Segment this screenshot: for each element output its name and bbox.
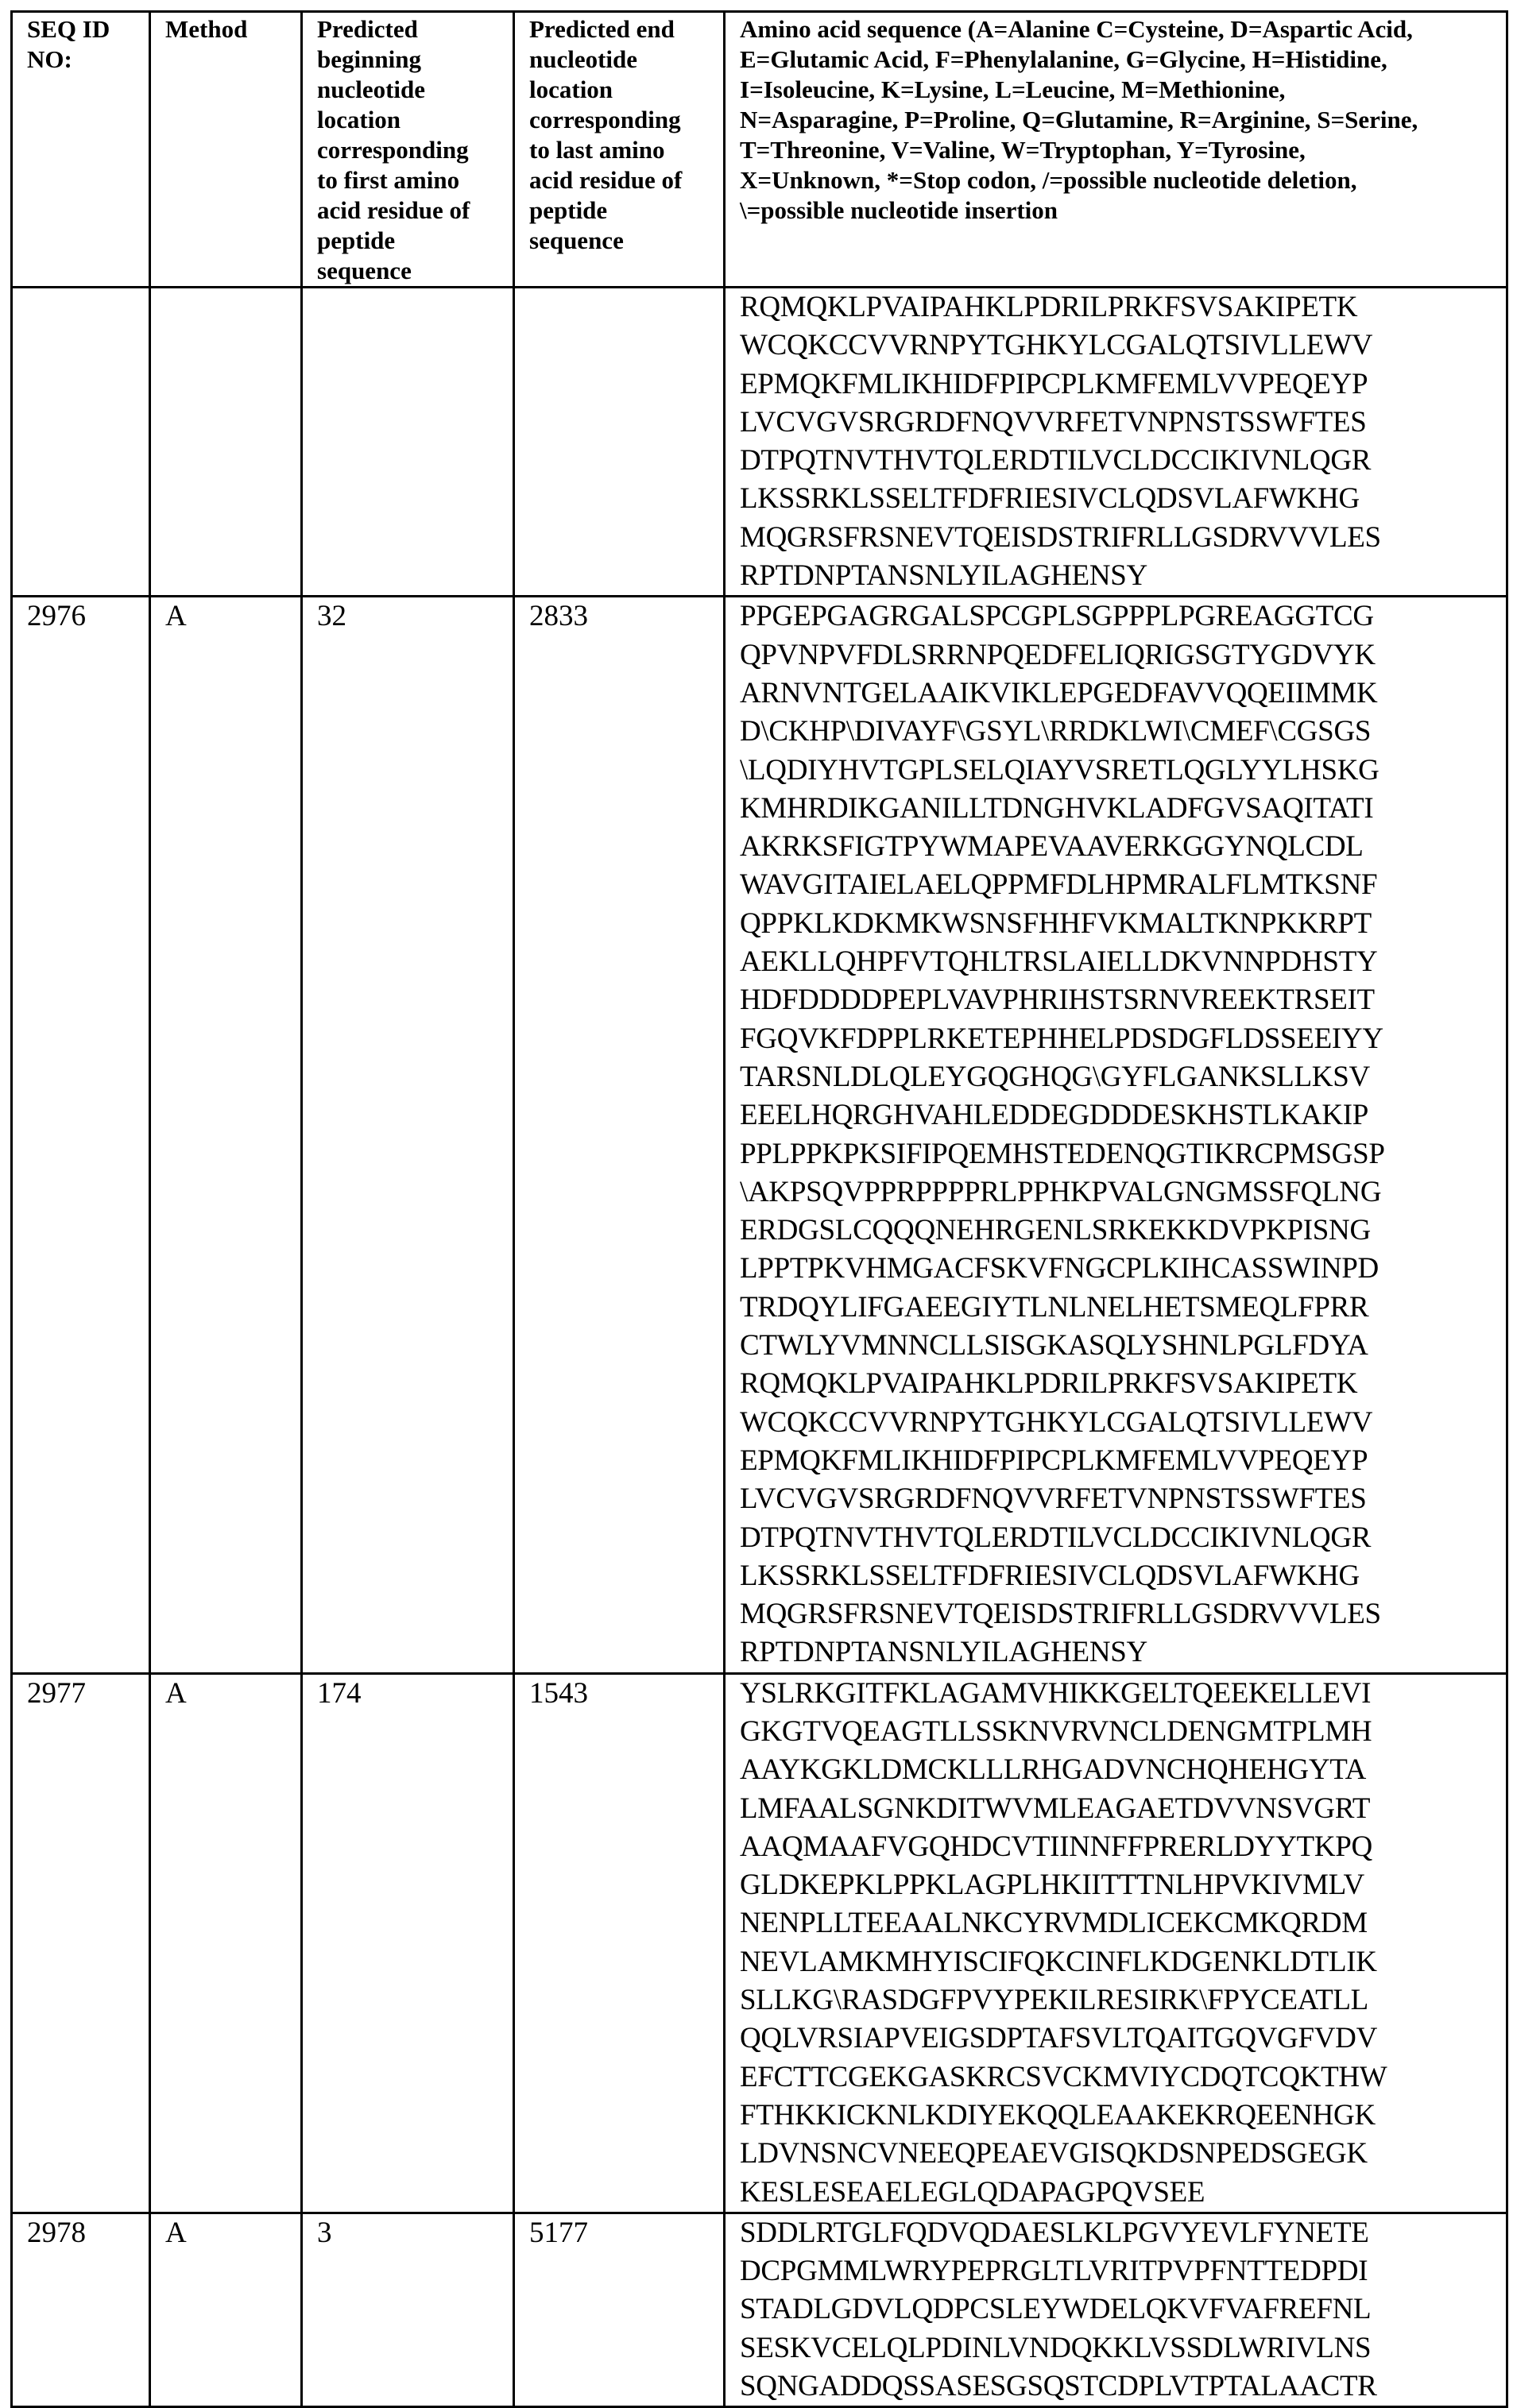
header-line: T=Threonine, V=Valine, W=Tryptophan, Y=Tyrosine, (740, 136, 1306, 164)
sequence-table (10, 10, 1508, 2408)
sequence-line: CTWLYVMNNCLLSISGKASQLYSHNLPGLFDYA (740, 1329, 1368, 1362)
sequence-line: LDVNSNCVNEEQPEAEVGISQKDSNPEDSGEGK (740, 2137, 1368, 2170)
sequence-line: MQGRSFRSNEVTQEISDSTRIFRLLGSDRVVVLES (740, 1598, 1381, 1631)
sequence-line: LVCVGVSRGRDFNQVVRFETVNPNSTSSWFTES (740, 1482, 1367, 1516)
sequence-line: QPVNPVFDLSRRNPQEDFELIQRIGSGTYGDVYK (740, 638, 1376, 671)
sequence-line: GKGTVQEAGTLLSSKNVRVNCLDENGMTPLMH (740, 1714, 1372, 1748)
sequence-line: NENPLLTEEAALNKCYRVMDLICEKCMKQRDM (740, 1907, 1368, 1940)
table-row (12, 288, 1507, 597)
sequence-line: LKSSRKLSSELTFDFRIESIVCLQDSVLAFWKHG (740, 1559, 1360, 1592)
sequence-line: QPPKLKDKMKWSNSFHHFVKMALTKNPKKRPT (740, 906, 1372, 940)
sequence-line: DTPQTNVTHVTQLERDTILVCLDCCIKIVNLQGR (740, 444, 1372, 477)
sequence-line: AAQMAAFVGQHDCVTIINNFFPRERLDYYTKPQ (740, 1830, 1372, 1863)
sequence-cell (725, 2213, 1507, 2406)
sequence-line: TARSNLDLQLEYGQGHQG\GYFLGANKSLLKSV (740, 1060, 1370, 1093)
sequence-line: DTPQTNVTHVTQLERDTILVCLDCCIKIVNLQGR (740, 1521, 1372, 1554)
sequence-line: \AKPSQVPPRPPPPRLPPHKPVALGNGMSSFQLNG (740, 1175, 1382, 1208)
sequence-line: LKSSRKLSSELTFDFRIESIVCLQDSVLAFWKHG (740, 482, 1360, 516)
sequence-line: MQGRSFRSNEVTQEISDSTRIFRLLGSDRVVVLES (740, 520, 1381, 554)
sequence-line: TRDQYLIFGAEEGIYTLNLNELHETSMEQLFPRR (740, 1290, 1369, 1324)
sequence-line: EPMQKFMLIKHIDFPIPCPLKMFEMLVVPEQEYP (740, 1444, 1368, 1477)
header-line: Amino acid sequence (A=Alanine C=Cysteine, D=Aspartic Acid, (740, 15, 1413, 43)
sequence-line: KMHRDIKGANILLTDNGHVKLADFGVSAQITATI (740, 791, 1374, 825)
header-seq-id (12, 12, 150, 288)
seq-id-cell: 2977 (12, 1673, 150, 2213)
header-line: NO: (27, 45, 72, 73)
sequence-line: WCQKCCVVRNPYTGHKYLCGALQTSIVLLEWV (740, 329, 1373, 362)
sequence-line: EFCTTCGEKGASKRCSVCKMVIYCDQTCQKTHW (740, 2060, 1387, 2093)
sequence-line: AEKLLQHPFVTQHLTRSLAIELLDKVNNPDHSTY (740, 945, 1378, 979)
sequence-line: LVCVGVSRGRDFNQVVRFETVNPNSTSSWFTES (740, 405, 1367, 439)
sequence-line: EPMQKFMLIKHIDFPIPCPLKMFEMLVVPEQEYP (740, 367, 1368, 400)
end-location-cell: 2833 (514, 597, 725, 1673)
sequence-line: AAYKGKLDMCKLLLRHGADVNCHQHEHGYTA (740, 1753, 1367, 1787)
header-amino-acid-sequence (725, 12, 1507, 288)
method-cell: A (150, 2213, 302, 2406)
sequence-line: STADLGDVLQDPCSLEYWDELQKVFVAFREFNL (740, 2293, 1372, 2326)
header-line: \=possible nucleotide insertion (740, 196, 1058, 224)
sequence-line: WCQKCCVVRNPYTGHKYLCGALQTSIVLLEWV (740, 1405, 1373, 1439)
table-row (12, 2213, 1507, 2406)
header-line: location (529, 75, 613, 103)
header-line: Method (165, 15, 248, 43)
header-line: sequence (317, 257, 412, 284)
sequence-line: SESKVCELQLPDINLVNDQKKLVSSDLWRIVLNS (740, 2331, 1372, 2364)
sequence-line: SDDLRTGLFQDVQDAESLKLPGVYEVLFYNETE (740, 2216, 1369, 2249)
header-line: location (317, 106, 401, 133)
header-line: N=Asparagine, P=Proline, Q=Glutamine, R=Arginine, S=Serine, (740, 106, 1418, 133)
header-line: Predicted end (529, 15, 675, 43)
sequence-line: WAVGITAIELAELQPPMFDLHPMRALFLMTKSNF (740, 868, 1378, 902)
begin-location-cell: 174 (302, 1673, 514, 2213)
header-line: peptide (317, 226, 396, 254)
header-line: I=Isoleucine, K=Lysine, L=Leucine, M=Methionine, (740, 75, 1286, 103)
begin-location-cell: 3 (302, 2213, 514, 2406)
method-cell: A (150, 1673, 302, 2213)
header-line: SEQ ID (27, 15, 110, 43)
sequence-line: ARNVNTGELAAIKVIKLEPGEDFAVVQQEIIMMK (740, 676, 1378, 709)
header-line: X=Unknown, *=Stop codon, /=possible nucleotide deletion, (740, 166, 1357, 194)
sequence-line: SQNGADDQSSASESGSQSTCDPLVTPTALAACTR (740, 2370, 1377, 2403)
sequence-line: LMFAALSGNKDITWVMLEAGAETDVVNSVGRT (740, 1792, 1371, 1825)
sequence-line: RQMQKLPVAIPAHKLPDRILPRKFSVSAKIPETK (740, 1367, 1358, 1401)
table-row (12, 597, 1507, 1673)
header-method (150, 12, 302, 288)
sequence-line: GLDKEPKLPPKLAGPLHKIITTTNLHPVKIVMLV (740, 1869, 1364, 1902)
sequence-line: D\CKHP\DIVAYF\GSYL\RRDKLWI\CMEF\CGSGS (740, 715, 1372, 748)
header-line: peptide (529, 196, 608, 224)
end-location-cell (514, 288, 725, 597)
seq-id-cell: 2978 (12, 2213, 150, 2406)
end-location-cell: 5177 (514, 2213, 725, 2406)
table-row (12, 1673, 1507, 2213)
sequence-line: ERDGSLCQQQNEHRGENLSRKEKKDVPKPISNG (740, 1214, 1371, 1247)
header-line: sequence (529, 226, 624, 254)
sequence-line: RPTDNPTANSNLYILAGHENSY (740, 559, 1147, 593)
method-cell (150, 288, 302, 597)
header-line: acid residue of (317, 196, 470, 224)
sequence-line: FGQVKFDPPLRKETEPHHELPDSDGFLDSSEEIYY (740, 1022, 1383, 1055)
sequence-line: \LQDIYHVTGPLSELQIAYVSRETLQGLYYLHSKG (740, 753, 1380, 787)
header-end-location (514, 12, 725, 288)
header-line: to last amino (529, 136, 665, 164)
sequence-line: FTHKKICKNLKDIYEKQQLEAAKEKRQEENHGK (740, 2098, 1376, 2132)
header-line: E=Glutamic Acid, F=Phenylalanine, G=Glycine, H=Histidine, (740, 45, 1387, 73)
sequence-line: NEVLAMKMHYISCIFQKCINFLKDGENKLDTLIK (740, 1945, 1377, 1978)
end-location-cell: 1543 (514, 1673, 725, 2213)
sequence-cell (725, 288, 1507, 597)
header-line: beginning (317, 45, 421, 73)
sequence-line: LPPTPKVHMGACFSKVFNGCPLKIHCASSWINPD (740, 1252, 1379, 1285)
sequence-line: AKRKSFIGTPYWMAPEVAAVERKGGYNQLCDL (740, 830, 1364, 864)
header-begin-location (302, 12, 514, 288)
sequence-line: PPLPPKPKSIFIPQEMHSTEDENQGTIKRCPMSGSP (740, 1137, 1385, 1170)
header-line: Predicted (317, 15, 418, 43)
sequence-line: PPGEPGAGRGALSPCGPLSGPPPLPGREAGGTCG (740, 600, 1374, 633)
header-line: nucleotide (529, 45, 638, 73)
header-line: corresponding (317, 136, 469, 164)
begin-location-cell: 32 (302, 597, 514, 1673)
sequence-line: HDFDDDDPEPLVAVPHRIHSTSRNVREEKTRSEIT (740, 984, 1375, 1017)
sequence-line: EEELHQRGHVAHLEDDEGDDDESKHSTLKAKIP (740, 1099, 1369, 1132)
sequence-cell (725, 1673, 1507, 2213)
sequence-line: YSLRKGITFKLAGAMVHIKKGELTQEEKELLEVI (740, 1676, 1372, 1710)
header-row (12, 12, 1507, 288)
header-line: nucleotide (317, 75, 426, 103)
seq-id-cell: 2976 (12, 597, 150, 1673)
seq-id-cell (12, 288, 150, 597)
sequence-line: SLLKG\RASDGFPVYPEKILRESIRK\FPYCEATLL (740, 1984, 1368, 2017)
sequence-line: DCPGMMLWRYPEPRGLTLVRITPVPFNTTEDPDI (740, 2255, 1368, 2288)
begin-location-cell (302, 288, 514, 597)
sequence-line: RQMQKLPVAIPAHKLPDRILPRKFSVSAKIPETK (740, 291, 1358, 323)
header-line: corresponding (529, 106, 681, 133)
method-cell: A (150, 597, 302, 1673)
header-line: acid residue of (529, 166, 683, 194)
sequence-line: QQLVRSIAPVEIGSDPTAFSVLTQAITGQVGFVDV (740, 2022, 1378, 2055)
sequence-cell (725, 597, 1507, 1673)
header-line: to first amino (317, 166, 460, 194)
sequence-line: RPTDNPTANSNLYILAGHENSY (740, 1636, 1147, 1669)
sequence-line: KESLESEAELEGLQDAPAGPQVSEE (740, 2175, 1205, 2209)
